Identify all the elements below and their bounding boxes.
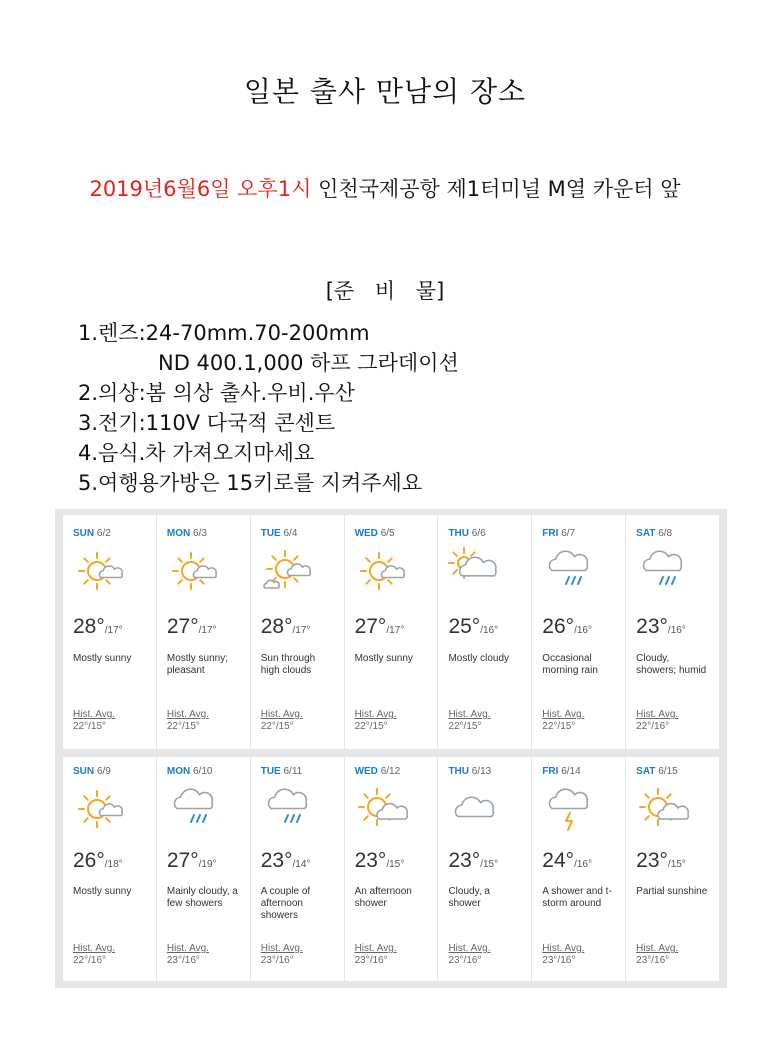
historical-average[interactable] — [355, 943, 397, 967]
hist-avg-value: 22°/15° — [73, 721, 107, 732]
low-temp: /16° — [480, 625, 499, 636]
hist-avg-value: 22°/15° — [354, 721, 388, 732]
forecast-day[interactable] — [157, 757, 251, 981]
hist-avg-value: 23°/16° — [542, 955, 576, 966]
low-temp: /17° — [386, 625, 405, 636]
day-name: FRI — [542, 528, 559, 539]
weather-phrase: Mostly sunny; pleasant — [166, 653, 228, 676]
day-date: 6/7 — [561, 528, 576, 539]
day-label — [448, 766, 491, 777]
hist-avg-value: 22°/15° — [448, 721, 482, 732]
hist-avg-link[interactable]: Hist. Avg. — [73, 943, 116, 954]
weather-phrase: Cloudy, a shower — [448, 886, 490, 909]
day-date: 6/15 — [658, 766, 678, 777]
day-name: MON — [166, 528, 191, 539]
prep-item-clothing: 2.의상:봄 의상 출사.우비.우산 — [78, 381, 355, 405]
day-date: 6/2 — [96, 528, 111, 539]
forecast-week-1 — [55, 509, 727, 757]
day-name: SUN — [73, 528, 95, 539]
prep-item-luggage: 5.여행용가방은 15키로를 지켜주세요 — [78, 471, 423, 495]
sun-high-clouds-icon — [261, 547, 317, 599]
meeting-time: 2019년6월6일 오후1시 — [89, 177, 312, 201]
prep-item-filters: ND 400.1,000 하프 그라데이션 — [158, 351, 459, 375]
hist-avg-link[interactable]: Hist. Avg. — [73, 709, 116, 720]
forecast-day[interactable] — [626, 757, 719, 981]
weather-phrase: Mostly sunny — [354, 653, 413, 664]
historical-average[interactable] — [167, 709, 209, 733]
low-temp: /15° — [480, 859, 499, 870]
rain-icon — [636, 547, 692, 599]
partly-sunny-icon — [636, 785, 692, 837]
day-date: 6/3 — [192, 528, 207, 539]
forecast-day[interactable] — [626, 515, 719, 749]
day-label — [542, 528, 575, 539]
prep-item-food: 4.음식.차 가져오지마세요 — [78, 441, 315, 465]
day-name: MON — [166, 766, 191, 777]
forecast-day[interactable] — [251, 757, 345, 981]
hist-avg-value: 23°/16° — [260, 955, 294, 966]
low-temp: /14° — [292, 859, 311, 870]
day-label — [167, 528, 207, 539]
forecast-day[interactable] — [438, 757, 532, 981]
low-temp: /18° — [104, 859, 123, 870]
hist-avg-link[interactable]: Hist. Avg. — [448, 709, 491, 720]
mostly-sunny-icon — [167, 547, 223, 599]
day-date: 6/4 — [283, 528, 298, 539]
forecast-day[interactable] — [63, 757, 157, 981]
weather-phrase: Mostly sunny — [73, 653, 132, 664]
rain-icon — [167, 785, 223, 837]
day-name: WED — [354, 528, 378, 539]
hist-avg-value: 23°/16° — [448, 955, 482, 966]
hist-avg-value: 22°/16° — [636, 721, 670, 732]
hist-avg-link[interactable]: Hist. Avg. — [542, 943, 585, 954]
temperature — [355, 615, 405, 639]
historical-average[interactable] — [448, 709, 490, 733]
day-label — [73, 766, 111, 777]
weather-phrase: A couple of afternoon showers — [260, 886, 311, 921]
hist-avg-link[interactable]: Hist. Avg. — [166, 943, 209, 954]
rain-icon — [542, 547, 598, 599]
high-temp: 23° — [260, 849, 293, 872]
day-name: SUN — [73, 766, 95, 777]
prep-list — [78, 318, 459, 498]
historical-average[interactable] — [636, 943, 678, 967]
historical-average[interactable] — [73, 709, 115, 733]
hist-avg-value: 23°/16° — [636, 955, 670, 966]
day-name: THU — [448, 528, 469, 539]
day-date: 6/8 — [658, 528, 673, 539]
day-label — [167, 766, 213, 777]
day-name: TUE — [260, 528, 281, 539]
partly-sunny-icon — [355, 785, 411, 837]
mostly-sunny-icon — [355, 547, 411, 599]
temperature — [542, 849, 592, 873]
historical-average[interactable] — [542, 943, 584, 967]
weather-phrase: Mainly cloudy, a few showers — [166, 886, 238, 909]
forecast-day[interactable] — [251, 515, 345, 749]
high-temp: 23° — [636, 615, 668, 638]
hist-avg-value: 23°/16° — [354, 955, 388, 966]
rain-icon — [261, 785, 317, 837]
high-temp: 24° — [542, 849, 575, 872]
forecast-day[interactable] — [63, 515, 157, 749]
cloud-icon — [448, 785, 504, 837]
forecast-day[interactable] — [345, 757, 439, 981]
temperature — [448, 615, 498, 639]
weather-phrase: Mostly cloudy — [448, 653, 510, 664]
forecast-card — [63, 515, 719, 749]
low-temp: /15° — [667, 859, 686, 870]
forecast-day[interactable] — [532, 757, 626, 981]
day-label — [73, 528, 111, 539]
high-temp: 28° — [73, 615, 105, 638]
day-date: 6/12 — [380, 766, 401, 777]
low-temp: /17° — [198, 625, 217, 636]
hist-avg-link[interactable]: Hist. Avg. — [636, 943, 679, 954]
temperature — [355, 849, 405, 873]
low-temp: /15° — [386, 859, 405, 870]
high-temp: 27° — [166, 849, 199, 872]
hist-avg-link[interactable]: Hist. Avg. — [260, 943, 303, 954]
hist-avg-value: 22°/15° — [260, 721, 294, 732]
day-date: 6/11 — [283, 766, 303, 777]
hist-avg-link[interactable]: Hist. Avg. — [542, 709, 585, 720]
day-label — [261, 528, 298, 539]
weather-phrase: Occasional morning rain — [542, 653, 598, 676]
day-label — [261, 766, 303, 777]
high-temp: 23° — [448, 849, 481, 872]
high-temp: 23° — [636, 849, 668, 872]
day-name: SAT — [636, 528, 656, 539]
hist-avg-value: 22°/16° — [73, 955, 107, 966]
day-label — [355, 766, 401, 777]
high-temp: 27° — [166, 615, 199, 638]
temperature — [261, 849, 311, 873]
day-name: SAT — [636, 766, 656, 777]
meeting-info — [0, 173, 770, 203]
temperature — [73, 849, 123, 873]
day-label — [448, 528, 485, 539]
temperature — [73, 615, 123, 639]
prep-heading: [준 비 물] — [325, 279, 445, 303]
hist-avg-value: 23°/16° — [166, 955, 200, 966]
low-temp: /17° — [292, 625, 311, 636]
weather-phrase: A shower and t-storm around — [542, 886, 612, 909]
thunderstorm-icon — [542, 785, 598, 837]
prep-item-power: 3.전기:110V 다국적 콘센트 — [78, 411, 336, 435]
temperature — [542, 615, 592, 639]
low-temp: /16° — [574, 859, 592, 870]
historical-average[interactable] — [261, 943, 303, 967]
hist-avg-link[interactable]: Hist. Avg. — [260, 709, 303, 720]
day-date: 6/14 — [561, 766, 581, 777]
historical-average[interactable] — [448, 943, 490, 967]
historical-average[interactable] — [542, 709, 584, 733]
high-temp: 26° — [73, 849, 105, 872]
forecast-card — [63, 757, 719, 981]
weather-phrase: Mostly sunny — [73, 886, 132, 897]
day-name: TUE — [260, 766, 281, 777]
high-temp: 26° — [542, 615, 575, 638]
day-label — [542, 766, 580, 777]
page-title: 일본 출사 만남의 장소 — [243, 75, 527, 108]
temperature — [448, 849, 498, 873]
day-label — [636, 766, 678, 777]
historical-average[interactable] — [73, 943, 115, 967]
weather-phrase: Partial sunshine — [636, 886, 708, 897]
prep-item-lens: 1.렌즈:24-70mm.70-200mm — [78, 321, 370, 345]
temperature — [261, 615, 311, 639]
forecast-week-2 — [55, 757, 727, 988]
forecast-day[interactable] — [532, 515, 626, 749]
mostly-cloudy-icon — [448, 547, 504, 599]
high-temp: 28° — [260, 615, 293, 638]
hist-avg-link[interactable]: Hist. Avg. — [636, 709, 679, 720]
weather-phrase: Sun through high clouds — [260, 653, 316, 676]
historical-average[interactable] — [355, 709, 397, 733]
temperature — [167, 849, 217, 873]
weather-phrase: Cloudy, showers; humid — [636, 653, 707, 676]
day-name: FRI — [542, 766, 559, 777]
high-temp: 23° — [354, 849, 387, 872]
day-date: 6/9 — [96, 766, 111, 777]
day-date: 6/6 — [471, 528, 486, 539]
temperature — [167, 615, 217, 639]
hist-avg-link[interactable]: Hist. Avg. — [354, 943, 397, 954]
forecast-day[interactable] — [345, 515, 439, 749]
hist-avg-link[interactable]: Hist. Avg. — [354, 709, 397, 720]
historical-average[interactable] — [636, 709, 678, 733]
high-temp: 25° — [448, 615, 481, 638]
meeting-place: 인천국제공항 제1터미널 M열 카운터 앞 — [318, 177, 681, 201]
temperature — [636, 849, 686, 873]
forecast-day[interactable] — [438, 515, 532, 749]
day-date: 6/13 — [471, 766, 492, 777]
hist-avg-value: 22°/15° — [542, 721, 576, 732]
mostly-sunny-icon — [73, 547, 129, 599]
forecast-day[interactable] — [157, 515, 251, 749]
hist-avg-value: 22°/15° — [166, 721, 200, 732]
low-temp: /16° — [574, 625, 592, 636]
day-name: THU — [448, 766, 469, 777]
day-date: 6/10 — [192, 766, 213, 777]
low-temp: /17° — [104, 625, 123, 636]
hist-avg-link[interactable]: Hist. Avg. — [448, 943, 491, 954]
low-temp: /16° — [667, 625, 686, 636]
mostly-sunny-icon — [73, 785, 129, 837]
day-label — [636, 528, 672, 539]
historical-average[interactable] — [167, 943, 209, 967]
day-name: WED — [354, 766, 378, 777]
high-temp: 27° — [354, 615, 387, 638]
day-date: 6/5 — [380, 528, 395, 539]
day-label — [355, 528, 395, 539]
hist-avg-link[interactable]: Hist. Avg. — [166, 709, 209, 720]
temperature — [636, 615, 686, 639]
weather-phrase: An afternoon shower — [354, 886, 412, 909]
historical-average[interactable] — [261, 709, 303, 733]
low-temp: /19° — [198, 859, 217, 870]
